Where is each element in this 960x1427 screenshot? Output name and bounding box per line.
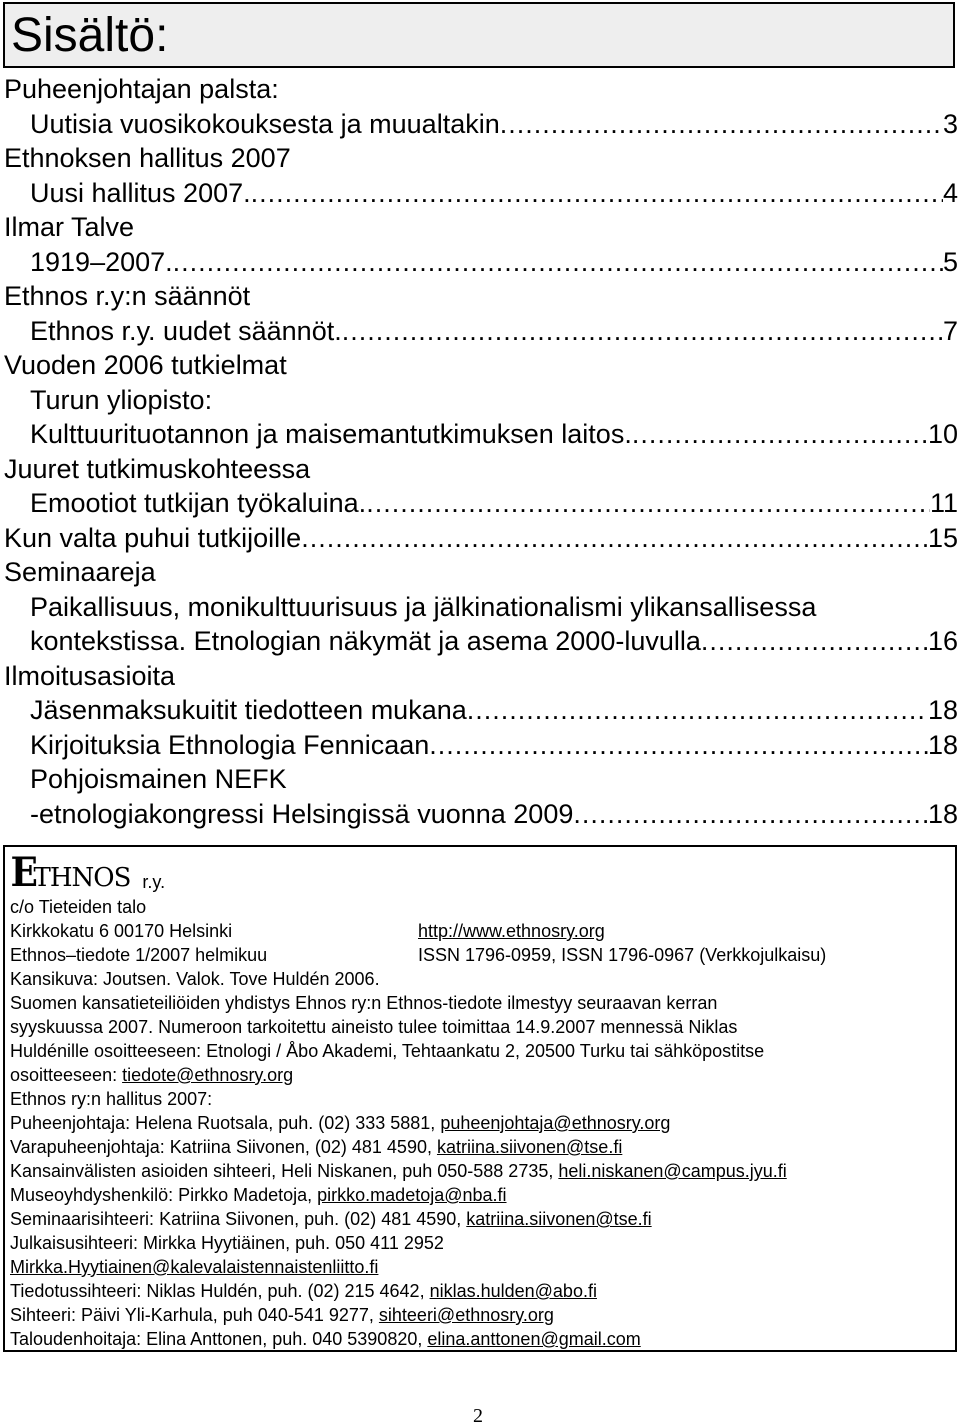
toc-entry-title: Jäsenmaksukuitit tiedotteen mukana <box>30 695 467 725</box>
toc-page-number: 5 <box>942 246 958 277</box>
logo-suffix: r.y. <box>142 872 166 892</box>
board-member-email-link[interactable]: katriina.siivonen@tse.fi <box>436 1137 623 1157</box>
toc-entry <box>0 210 960 245</box>
board-member-email-link[interactable]: sihteeri@ethnosry.org <box>378 1305 554 1325</box>
board-member-email-link[interactable]: pirkko.madetoja@nba.fi <box>317 1185 507 1205</box>
toc-entry <box>0 107 960 142</box>
toc-page-number: 4 <box>942 177 958 208</box>
cover-credit: Kansikuva: Joutsen. Valok. Tove Huldén 2006. <box>10 969 380 989</box>
toc-entry <box>0 555 960 590</box>
tiedote-email-link[interactable]: tiedote@ethnosry.org <box>122 1065 294 1085</box>
board-member-line <box>10 1159 787 1183</box>
page-number: 2 <box>473 1405 483 1427</box>
toc-entry-title: Turun yliopisto: <box>30 384 213 415</box>
toc-entry <box>0 521 960 556</box>
toc-entry-title: Ilmar Talve <box>4 212 135 242</box>
board-member-line <box>10 1231 444 1255</box>
toc-entry <box>0 176 960 211</box>
toc-dot-leader <box>342 314 943 349</box>
toc-dot-leader <box>366 486 930 521</box>
board-member-line <box>10 1327 641 1351</box>
website-link[interactable]: http://www.ethnosry.org <box>418 921 605 941</box>
toc-entry-title: Ethnoksen hallitus 2007 <box>4 143 291 173</box>
board-member-line <box>10 1111 670 1135</box>
toc-entry-title: Ilmoitusasioita <box>4 660 176 691</box>
address-line-2: Kirkkokatu 6 00170 Helsinki <box>10 921 233 941</box>
board-member-email-link[interactable]: heli.niskanen@campus.jyu.fi <box>558 1161 787 1181</box>
toc-entry <box>0 693 960 728</box>
toc-entry <box>0 659 960 694</box>
toc-dot-leader <box>632 417 928 452</box>
toc-entry <box>0 314 960 349</box>
board-member-email-link[interactable]: puheenjohtaja@ethnosry.org <box>440 1113 671 1133</box>
toc-entry-title: Kun valta puhui tutkijoille <box>4 522 302 553</box>
toc-entry <box>0 486 960 521</box>
logo-mark: E <box>10 849 38 896</box>
ethnos-logo <box>9 849 166 896</box>
toc-entry <box>0 72 960 107</box>
board-member-text: Sihteeri: Päivi Yli-Karhula, puh 040-541 9277, <box>10 1305 379 1325</box>
toc-entry <box>0 348 960 383</box>
toc-entry-title: Pohjoismainen NEFK <box>30 764 287 794</box>
toc-dot-leader <box>429 728 928 763</box>
toc-entry-title: Paikallisuus, monikulttuurisuus ja jälkinationalismi ylikansallisessa <box>30 591 817 622</box>
logo-wordmark: THNOS <box>33 863 131 893</box>
notice-line-1: Suomen kansatieteiliöiden yhdistys Ehnos ry:n Ethnos-tiedote ilmestyy seuraavan kerran <box>10 993 718 1013</box>
toc-dot-leader <box>173 245 943 280</box>
toc-entry-title: -etnologiakongressi Helsingissä vuonna 2009 <box>30 798 574 829</box>
toc-entry-title: Ethnos r.y. uudet säännöt. <box>30 315 342 346</box>
toc-page-number: 18 <box>927 695 958 725</box>
toc-entry-title: kontekstissa. Etnologian näkymät ja asema 2000-luvulla <box>30 626 701 656</box>
toc-entry <box>0 762 960 797</box>
toc-entry <box>0 797 960 832</box>
toc-entry <box>0 245 960 280</box>
toc-entry <box>0 417 960 452</box>
toc-entry-title: 1919–2007. <box>30 246 173 277</box>
board-member-text: Kansainvälisten asioiden sihteeri, Heli Niskanen, puh 050-588 2735, <box>10 1161 559 1181</box>
toc-entry-title: Uusi hallitus 2007. <box>30 177 251 208</box>
toc-entry <box>0 279 960 314</box>
notice-line-4 <box>10 1063 293 1087</box>
toc-entry <box>0 624 960 659</box>
toc-entry <box>0 383 960 418</box>
toc-dot-leader <box>301 521 928 556</box>
toc-entry-title: Kirjoituksia Ethnologia Fennicaan <box>30 729 430 760</box>
toc-page-number: 7 <box>942 315 958 346</box>
toc-page-number: 10 <box>927 419 958 449</box>
toc-page-number: 11 <box>929 488 958 518</box>
board-member-line <box>10 1303 554 1327</box>
board-member-text: Museoyhdyshenkilö: Pirkko Madetoja, <box>10 1185 318 1205</box>
board-member-text: Seminaarisihteeri: Katriina Siivonen, puh. (02) 481 4590, <box>10 1209 467 1229</box>
board-member-email-link[interactable]: Mirkka.Hyytiainen@kalevalaistennaistenliitto.fi <box>10 1257 379 1277</box>
notice-line-2: syyskuussa 2007. Numeroon tarkoitettu aineisto tulee toimittaa 14.9.2007 mennessä Niklas <box>10 1017 738 1037</box>
board-member-text: Taloudenhoitaja: Elina Anttonen, puh. 040 5390820, <box>10 1329 428 1349</box>
notice-prefix: osoitteeseen: <box>10 1065 123 1085</box>
board-title: Ethnos ry:n hallitus 2007: <box>10 1089 213 1109</box>
board-member-text: Puheenjohtaja: Helena Ruotsala, puh. (02) 333 5881, <box>10 1113 441 1133</box>
toc-dot-leader <box>251 176 943 211</box>
toc-entry-title: Juuret tutkimuskohteessa <box>4 453 311 484</box>
toc-entry-title: Vuoden 2006 tutkielmat <box>4 350 287 380</box>
notice-line-3: Huldénille osoitteeseen: Etnologi / Åbo Akademi, Tehtaankatu 2, 20500 Turku tai sähköpostitse <box>10 1041 765 1061</box>
toc-entry <box>0 590 960 625</box>
toc-page-number: 18 <box>927 798 958 829</box>
toc-dot-leader <box>701 624 928 659</box>
toc-entry-title: Kulttuurituotannon ja maisemantutkimuksen laitos. <box>30 419 632 449</box>
toc-entry-title: Uutisia vuosikokouksesta ja muualtakin <box>30 108 500 139</box>
toc-entry-title: Emootiot tutkijan työkaluina. <box>30 488 367 518</box>
board-member-line <box>10 1279 597 1303</box>
board-member-email-link[interactable]: katriina.siivonen@tse.fi <box>466 1209 652 1229</box>
board-member-email-link[interactable]: niklas.hulden@abo.fi <box>429 1281 597 1301</box>
board-member-text: Tiedotussihteeri: Niklas Huldén, puh. (02) 215 4642, <box>10 1281 430 1301</box>
board-member-line <box>10 1255 378 1279</box>
toc-page-number: 3 <box>942 108 958 139</box>
toc-page-number: 16 <box>927 626 958 656</box>
toc-entry-title: Ethnos r.y:n säännöt <box>4 281 251 311</box>
address-line-1: c/o Tieteiden talo <box>10 897 147 917</box>
toc-dot-leader <box>500 107 943 142</box>
toc-entry-title: Seminaareja <box>4 557 156 587</box>
toc-dot-leader <box>573 797 928 832</box>
toc-page-number: 18 <box>927 729 958 760</box>
contents-title-box <box>3 2 955 68</box>
board-member-line <box>10 1135 622 1159</box>
board-member-text: Varapuheenjohtaja: Katriina Siivonen, (02) 481 4590, <box>10 1137 437 1157</box>
board-member-text: Julkaisusihteeri: Mirkka Hyytiäinen, puh. 050 411 2952 <box>10 1233 444 1253</box>
board-member-line <box>10 1183 507 1207</box>
toc-entry <box>0 728 960 763</box>
toc-page-number: 15 <box>927 522 958 553</box>
table-of-contents <box>0 72 960 831</box>
board-member-line <box>10 1207 652 1231</box>
issue-info: Ethnos–tiedote 1/2007 helmikuu <box>10 945 268 965</box>
board-member-email-link[interactable]: elina.anttonen@gmail.com <box>427 1329 641 1349</box>
toc-entry <box>0 452 960 487</box>
publication-info-box <box>3 845 957 1352</box>
issn-info: ISSN 1796-0959, ISSN 1796-0967 (Verkkojulkaisu) <box>418 945 827 965</box>
contents-title: Sisältö: <box>11 9 169 62</box>
toc-entry <box>0 141 960 176</box>
toc-dot-leader <box>467 693 928 728</box>
toc-entry-title: Puheenjohtajan palsta: <box>4 74 279 104</box>
